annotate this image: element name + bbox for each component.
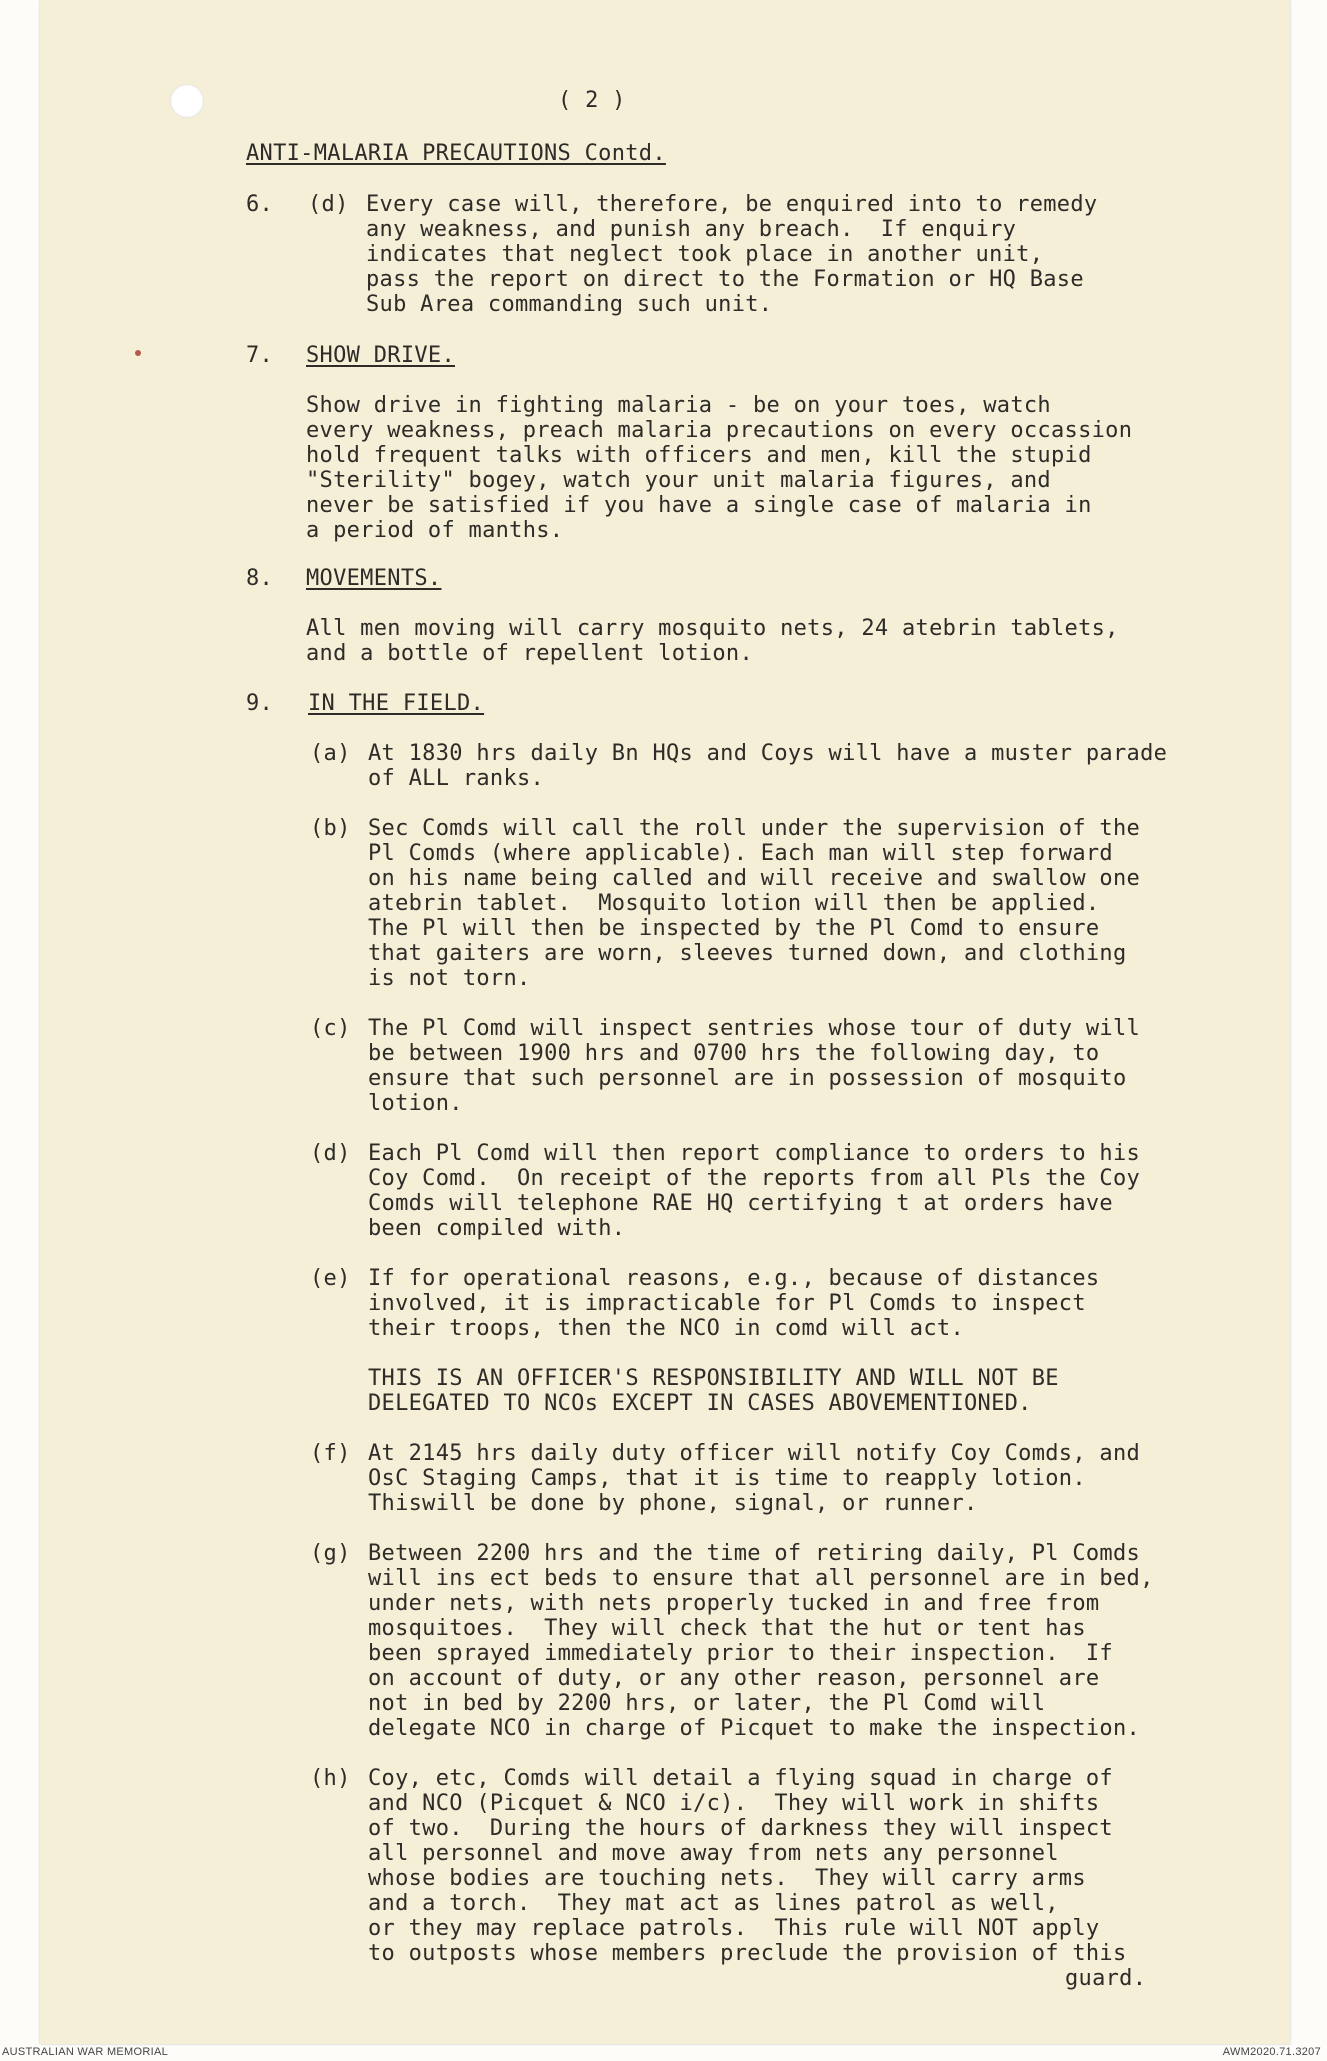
section-9d-line: Comds will telephone RAE HQ certifying t at orders have xyxy=(368,1191,1113,1216)
section-8-number: 8. xyxy=(246,566,274,591)
section-9c-label: (c) xyxy=(310,1016,351,1041)
section-8-line: and a bottle of repellent lotion. xyxy=(306,641,753,666)
section-9d-line: been compiled with. xyxy=(368,1216,626,1241)
section-9h-label: (h) xyxy=(310,1766,351,1791)
section-9h-line: and NCO (Picquet & NCO i/c). They will work in shifts xyxy=(368,1791,1100,1816)
section-9d-line: Each Pl Comd will then report compliance to orders to his xyxy=(368,1141,1141,1166)
section-9e-line: involved, it is impracticable for Pl Comds to inspect xyxy=(368,1291,1086,1316)
section-6-number: 6. xyxy=(246,192,274,217)
section-7-line: a period of manths. xyxy=(306,518,564,543)
section-9b-line: is not torn. xyxy=(368,966,531,991)
section-9b-line: atebrin tablet. Mosquito lotion will then be applied. xyxy=(368,891,1100,916)
section-9h-line: or they may replace patrols. This rule will NOT apply xyxy=(368,1916,1100,1941)
section-7-line: "Sterility" bogey, watch your unit malaria figures, and xyxy=(306,468,1051,493)
section-9g-line: will ins ect beds to ensure that all personnel are in bed, xyxy=(368,1566,1154,1591)
red-ink-mark xyxy=(135,350,141,356)
section-8-line: All men moving will carry mosquito nets, 24 atebrin tablets, xyxy=(306,616,1119,641)
section-9d-label: (d) xyxy=(310,1141,351,1166)
section-9e-line: If for operational reasons, e.g., because of distances xyxy=(368,1266,1100,1291)
section-7-line: hold frequent talks with officers and men, kill the stupid xyxy=(306,443,1092,468)
section-9g-line: Between 2200 hrs and the time of retiring daily, Pl Comds xyxy=(368,1541,1141,1566)
section-9g-line: mosquitoes. They will check that the hut or tent has xyxy=(368,1616,1086,1641)
footer-archive-reference: AWM2020.71.3207 xyxy=(1222,2046,1321,2058)
section-9h-line: whose bodies are touching nets. They will carry arms xyxy=(368,1866,1086,1891)
section-9h-line: to outposts whose members preclude the provision of this xyxy=(368,1941,1127,1966)
section-6d-line: Sub Area commanding such unit. xyxy=(366,292,773,317)
footer-archive-name: AUSTRALIAN WAR MEMORIAL xyxy=(2,2046,169,2058)
section-6d-line: Every case will, therefore, be enquired into to remedy xyxy=(366,192,1098,217)
section-9c-line: lotion. xyxy=(368,1091,463,1116)
section-9a-line: At 1830 hrs daily Bn HQs and Coys will have a muster parade xyxy=(368,741,1168,766)
section-9b-line: Pl Comds (where applicable). Each man will step forward xyxy=(368,841,1113,866)
section-9g-line: delegate NCO in charge of Picquet to make the inspection. xyxy=(368,1716,1141,1741)
section-9-title: IN THE FIELD. xyxy=(308,691,485,716)
section-9f-line: OsC Staging Camps, that it is time to reapply lotion. xyxy=(368,1466,1086,1491)
punch-hole xyxy=(170,84,204,118)
section-6d-line: any weakness, and punish any breach. If enquiry xyxy=(366,217,1017,242)
section-7-line: never be satisfied if you have a single case of malaria in xyxy=(306,493,1092,518)
section-9g-line: been sprayed immediately prior to their inspection. If xyxy=(368,1641,1113,1666)
section-9f-line: Thiswill be done by phone, signal, or runner. xyxy=(368,1491,978,1516)
section-9-number: 9. xyxy=(246,691,274,716)
section-8-title: MOVEMENTS. xyxy=(306,566,442,591)
section-7-line: every weakness, preach malaria precautions on every occassion xyxy=(306,418,1133,443)
document-heading: ANTI-MALARIA PRECAUTIONS Contd. xyxy=(246,141,666,166)
section-9e-label: (e) xyxy=(310,1266,351,1291)
section-6d-line: pass the report on direct to the Formation or HQ Base xyxy=(366,267,1084,292)
section-9g-line: under nets, with nets properly tucked in and free from xyxy=(368,1591,1100,1616)
section-9a-line: of ALL ranks. xyxy=(368,766,545,791)
section-9c-line: be between 1900 hrs and 0700 hrs the following day, to xyxy=(368,1041,1100,1066)
section-9e-line: their troops, then the NCO in comd will act. xyxy=(368,1316,964,1341)
section-9e-note: DELEGATED TO NCOs EXCEPT IN CASES ABOVEMENTIONED. xyxy=(368,1391,1032,1416)
section-9h-line: Coy, etc, Comds will detail a flying squad in charge of xyxy=(368,1766,1113,1791)
section-9a-label: (a) xyxy=(310,741,351,766)
section-9h-line: and a torch. They mat act as lines patrol as well, xyxy=(368,1891,1059,1916)
section-9d-line: Coy Comd. On receipt of the reports from all Pls the Coy xyxy=(368,1166,1141,1191)
section-9h-line: all personnel and move away from nets any personnel xyxy=(368,1841,1059,1866)
section-9h-line: of two. During the hours of darkness they will inspect xyxy=(368,1816,1113,1841)
section-9b-line: that gaiters are worn, sleeves turned down, and clothing xyxy=(368,941,1127,966)
section-7-line: Show drive in fighting malaria - be on your toes, watch xyxy=(306,393,1051,418)
section-6d-label: (d) xyxy=(308,192,349,217)
section-9e-note: THIS IS AN OFFICER'S RESPONSIBILITY AND WILL NOT BE xyxy=(368,1366,1059,1391)
section-9b-line: The Pl will then be inspected by the Pl Comd to ensure xyxy=(368,916,1100,941)
section-9g-line: on account of duty, or any other reason, personnel are xyxy=(368,1666,1100,1691)
section-9g-line: not in bed by 2200 hrs, or later, the Pl Comd will xyxy=(368,1691,1046,1716)
section-7-number: 7. xyxy=(246,343,274,368)
section-9b-line: on his name being called and will receive and swallow one xyxy=(368,866,1141,891)
section-9g-label: (g) xyxy=(310,1541,351,1566)
section-9h-line: guard. xyxy=(1065,1966,1147,1991)
section-9c-line: The Pl Comd will inspect sentries whose tour of duty will xyxy=(368,1016,1141,1041)
section-9f-label: (f) xyxy=(310,1441,351,1466)
page-number: ( 2 ) xyxy=(558,88,626,113)
section-6d-line: indicates that neglect took place in another unit, xyxy=(366,242,1044,267)
section-7-title: SHOW DRIVE. xyxy=(306,343,455,368)
section-9c-line: ensure that such personnel are in possession of mosquito xyxy=(368,1066,1127,1091)
section-9b-label: (b) xyxy=(310,816,351,841)
section-9f-line: At 2145 hrs daily duty officer will notify Coy Comds, and xyxy=(368,1441,1141,1466)
section-9b-line: Sec Comds will call the roll under the supervision of the xyxy=(368,816,1141,841)
